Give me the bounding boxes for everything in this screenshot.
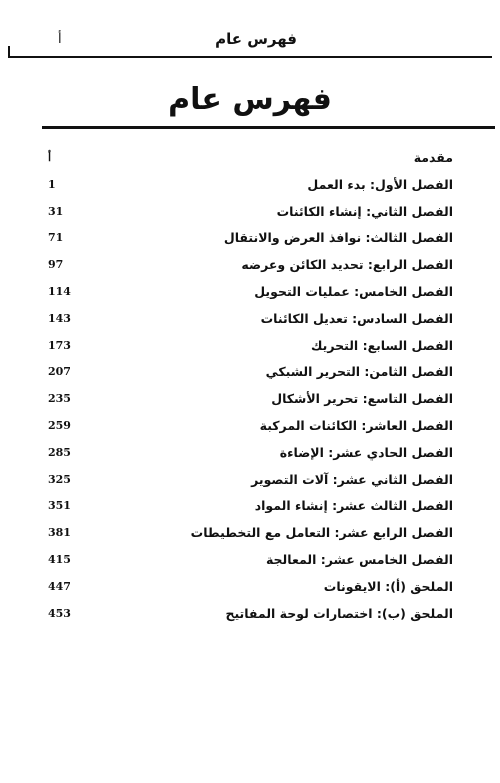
toc-entry[interactable]	[48, 252, 453, 279]
toc-entry-page: 285	[48, 445, 71, 459]
toc-entry[interactable]	[48, 279, 453, 306]
toc-entry[interactable]	[48, 413, 453, 440]
toc-entry-title: مقدمة	[413, 150, 453, 165]
toc-entry-page: 97	[48, 258, 64, 272]
toc-entry[interactable]	[48, 493, 453, 520]
toc-entry-title: الفصل الثاني: إنشاء الكائنات	[276, 203, 453, 219]
toc-entry-title: الفصل الحادي عشر: الإضاءة	[279, 444, 453, 460]
toc-entry-page: 173	[48, 338, 71, 352]
toc-entry[interactable]	[48, 172, 453, 199]
toc-entry-page: 143	[48, 311, 71, 325]
toc-entry[interactable]	[48, 145, 453, 172]
toc-entry-page: أ	[48, 151, 52, 164]
title-divider	[42, 126, 495, 129]
toc-entry-title: الفصل الرابع عشر: التعامل مع التخطيطات	[190, 525, 453, 541]
toc-entry-page: 259	[48, 418, 71, 432]
toc-entry-page: 447	[48, 579, 71, 593]
toc-entry-title: الفصل الرابع: تحديد الكائن وعرضه	[241, 257, 453, 273]
toc-entry-page: 207	[48, 365, 71, 379]
running-header	[8, 30, 492, 58]
toc-entry[interactable]	[48, 467, 453, 494]
toc-entry-title: الفصل الخامس عشر: المعالجة	[265, 551, 453, 567]
toc-entry-page: 71	[48, 231, 64, 245]
toc-entry-page: 415	[48, 552, 71, 566]
toc-entry[interactable]	[48, 386, 453, 413]
running-header-page-number: أ	[58, 32, 62, 47]
toc-entry-title: الملحق (ب): اختصارات لوحة المفاتيح	[225, 605, 453, 621]
toc-entry-title: الفصل العاشر: الكائنات المركبة	[259, 417, 453, 433]
toc-entry-page: 114	[48, 284, 71, 298]
toc-entry-page: 381	[48, 526, 71, 540]
toc-entry[interactable]	[48, 440, 453, 467]
toc-entry-page: 325	[48, 472, 71, 486]
toc-entry[interactable]	[48, 333, 453, 360]
toc-entry[interactable]	[48, 306, 453, 333]
toc-entry-page: 31	[48, 204, 64, 218]
running-header-title: فهرس عام	[215, 30, 297, 48]
toc-entry-title: الملحق (أ): الايقونات	[323, 578, 453, 594]
toc-entry-page: 235	[48, 392, 71, 406]
toc-entry-title: الفصل الأول: بدء العمل	[307, 176, 453, 192]
toc-entry[interactable]	[48, 547, 453, 574]
toc-entry[interactable]	[48, 601, 453, 628]
page-title: فهرس عام	[168, 82, 332, 117]
toc-entry-title: الفصل الثاني عشر: آلات التصوير	[251, 471, 453, 487]
toc-entry-title: الفصل السادس: تعديل الكائنات	[260, 310, 453, 326]
toc-entry-title: الفصل الثالث عشر: إنشاء المواد	[254, 498, 453, 514]
toc-entry-page: 453	[48, 606, 71, 620]
toc-entry[interactable]	[48, 574, 453, 601]
toc-entry[interactable]	[48, 199, 453, 226]
toc-entry-title: الفصل الثامن: التحرير الشبكي	[265, 364, 453, 380]
toc-entry-title: الفصل السابع: التحريك	[311, 337, 453, 353]
toc-entry-page: 351	[48, 499, 71, 513]
table-of-contents	[48, 145, 453, 627]
toc-entry[interactable]	[48, 359, 453, 386]
toc-entry-title: الفصل الثالث: نوافذ العرض والانتقال	[223, 230, 453, 246]
toc-entry[interactable]	[48, 225, 453, 252]
toc-entry-page: 1	[48, 177, 56, 191]
toc-entry-title: الفصل الخامس: عمليات التحويل	[254, 283, 453, 299]
toc-entry-title: الفصل التاسع: تحرير الأشكال	[271, 391, 453, 407]
toc-entry[interactable]	[48, 520, 453, 547]
